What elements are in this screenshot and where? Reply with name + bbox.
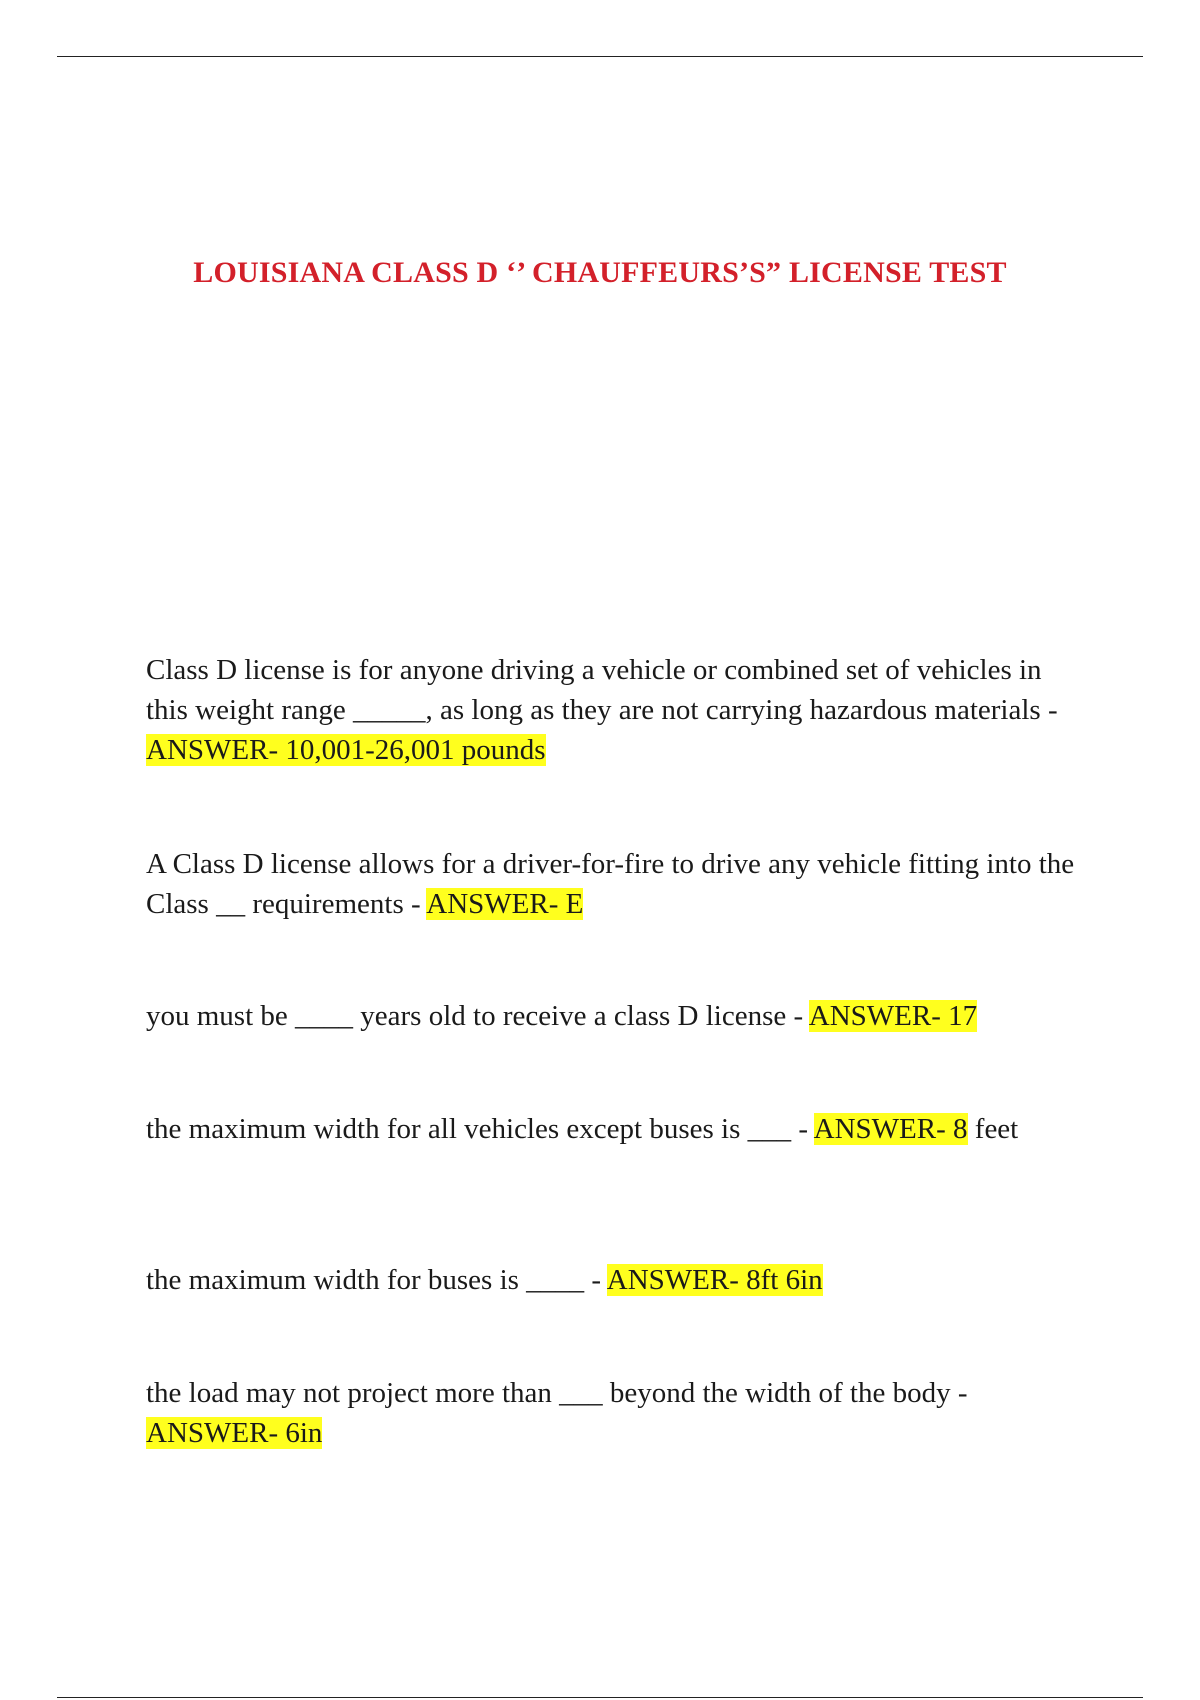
answer-highlight: ANSWER- 8 (813, 1113, 968, 1145)
question-text: the maximum width for buses is ____ - (146, 1264, 607, 1296)
qa-item-4 (146, 1109, 1076, 1149)
answer-highlight: ANSWER- 8ft 6in (606, 1264, 823, 1296)
qa-item-6 (146, 1373, 1076, 1453)
qa-item-1 (146, 650, 1076, 770)
answer-highlight: ANSWER- E (426, 888, 584, 920)
footer-rule (57, 1697, 1143, 1698)
answer-trailing-text: feet (967, 1113, 1019, 1145)
qa-item-5 (146, 1260, 1076, 1300)
question-text: Class D license is for anyone driving a vehicle or combined set of vehicles in this weight range _____, as long as they are not carrying hazardous materials - (146, 654, 1058, 726)
qa-item-3 (146, 996, 1076, 1036)
question-text: the load may not project more than ___ beyond the width of the body - (146, 1377, 968, 1409)
answer-highlight: ANSWER- 17 (808, 1000, 978, 1032)
header-rule (57, 56, 1143, 57)
answer-highlight: ANSWER- 10,001-26,001 pounds (146, 734, 546, 766)
document-title: LOUISIANA CLASS D ‘’ CHAUFFEURS’S” LICENSE TEST (193, 256, 1007, 289)
qa-item-2 (146, 844, 1076, 924)
question-text: the maximum width for all vehicles except buses is ___ - (146, 1113, 814, 1145)
question-text: A Class D license allows for a driver-for-fire to drive any vehicle fitting into the Class __ requirements - (146, 848, 1075, 920)
answer-highlight: ANSWER- 6in (146, 1417, 323, 1449)
question-text: you must be ____ years old to receive a class D license - (146, 1000, 809, 1032)
